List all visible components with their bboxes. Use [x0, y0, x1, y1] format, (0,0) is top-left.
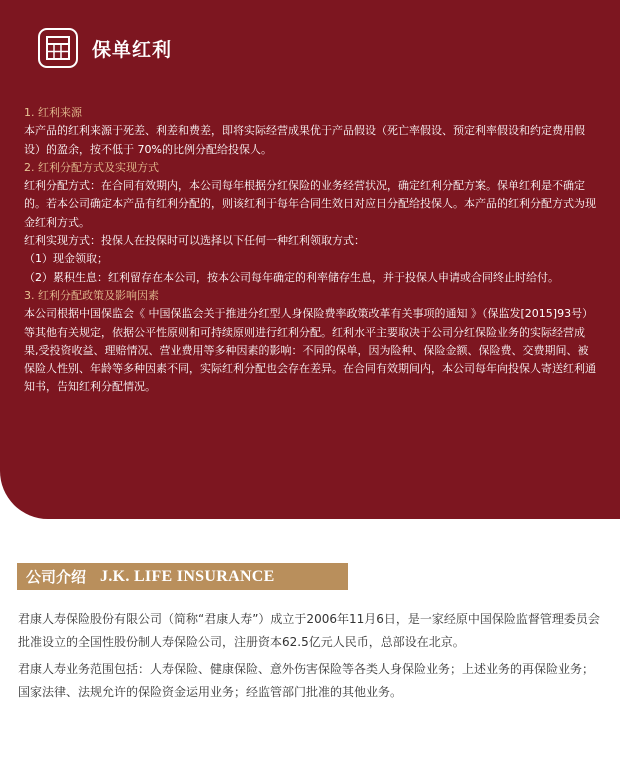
calculator-icon — [38, 28, 78, 68]
paragraph-accumulation-option: （2）累积生息：红利留存在本公司，按本公司每年确定的利率储存生息，并于投保人申请或合同终止时给付。 — [24, 270, 559, 284]
paragraph-dividend-source: 本产品的红利来源于死差、利差和费差，即将实际经营成果优于产品假设（死亡率假设、预定利率假设和约定费用假设）的盈余，按不低于 70%的比例分配给投保人。 — [24, 124, 585, 156]
dividend-content — [24, 104, 598, 397]
paragraph-realization-method: 红利实现方式：投保人在投保时可以选择以下任何一种红利领取方式： — [24, 234, 365, 248]
company-intro-paragraph-2: 君康人寿业务范围包括：人寿保险、健康保险、意外伤害保险等各类人身保险业务；上述业务的再保险业务；国家法律、法规允许的保险资金运用业务；经监管部门批准的其他业务。 — [18, 662, 595, 699]
paragraph-distribution-policy: 本公司根据中国保监会《 中国保监会关于推进分红型人身保险费率政策改革有关事项的通知 》（保监发[2015]93号）等其他有关规定，依据公平性原则和可持续原则进行红利分配。红利水平主要取决于公司分红保险业务的实际经营成果,受投资收益、理赔情况、营业费用等多种因素的影响：不同的保单，因为险种、保险金额、保险费、交费期间、被保险人性别、年龄等多种因素不同，实际红利分配也会存在差异。在合同有效期间内，本公司每年向投保人寄送红利通知书，告知红利分配情况。 — [24, 307, 596, 394]
heading-distribution-policy: 3. 红利分配政策及影响因素 — [24, 288, 159, 302]
company-section-bar — [17, 563, 348, 590]
page-title: 保单红利 — [92, 38, 173, 61]
section-header — [38, 24, 172, 72]
heading-dividend-source: 1. 红利来源 — [24, 106, 82, 119]
company-intro-paragraph-1: 君康人寿保险股份有限公司（简称“君康人寿”）成立于2006年11月6日，是一家经原中国保险监督管理委员会批准设立的全国性股份制人寿保险公司，注册资本62.5亿元人民币，总部设在北京。 — [18, 612, 600, 649]
company-intro — [18, 608, 604, 708]
paragraph-cash-option: （1）现金领取； — [24, 252, 108, 266]
company-title-cn: 公司介绍 — [26, 568, 87, 586]
company-title-en: J.K. LIFE INSURANCE — [100, 567, 275, 585]
paragraph-distribution-method: 红利分配方式：在合同有效期内，本公司每年根据分红保险的业务经营状况，确定红利分配方案。保单红利是不确定的。若本公司确定本产品有红利分配的，则该红利于每年合同生效日对应日分配给投保人。本产品的红利分配方式为现金红利方式。 — [24, 179, 596, 229]
heading-distribution-method: 2. 红利分配方式及实现方式 — [24, 160, 159, 174]
